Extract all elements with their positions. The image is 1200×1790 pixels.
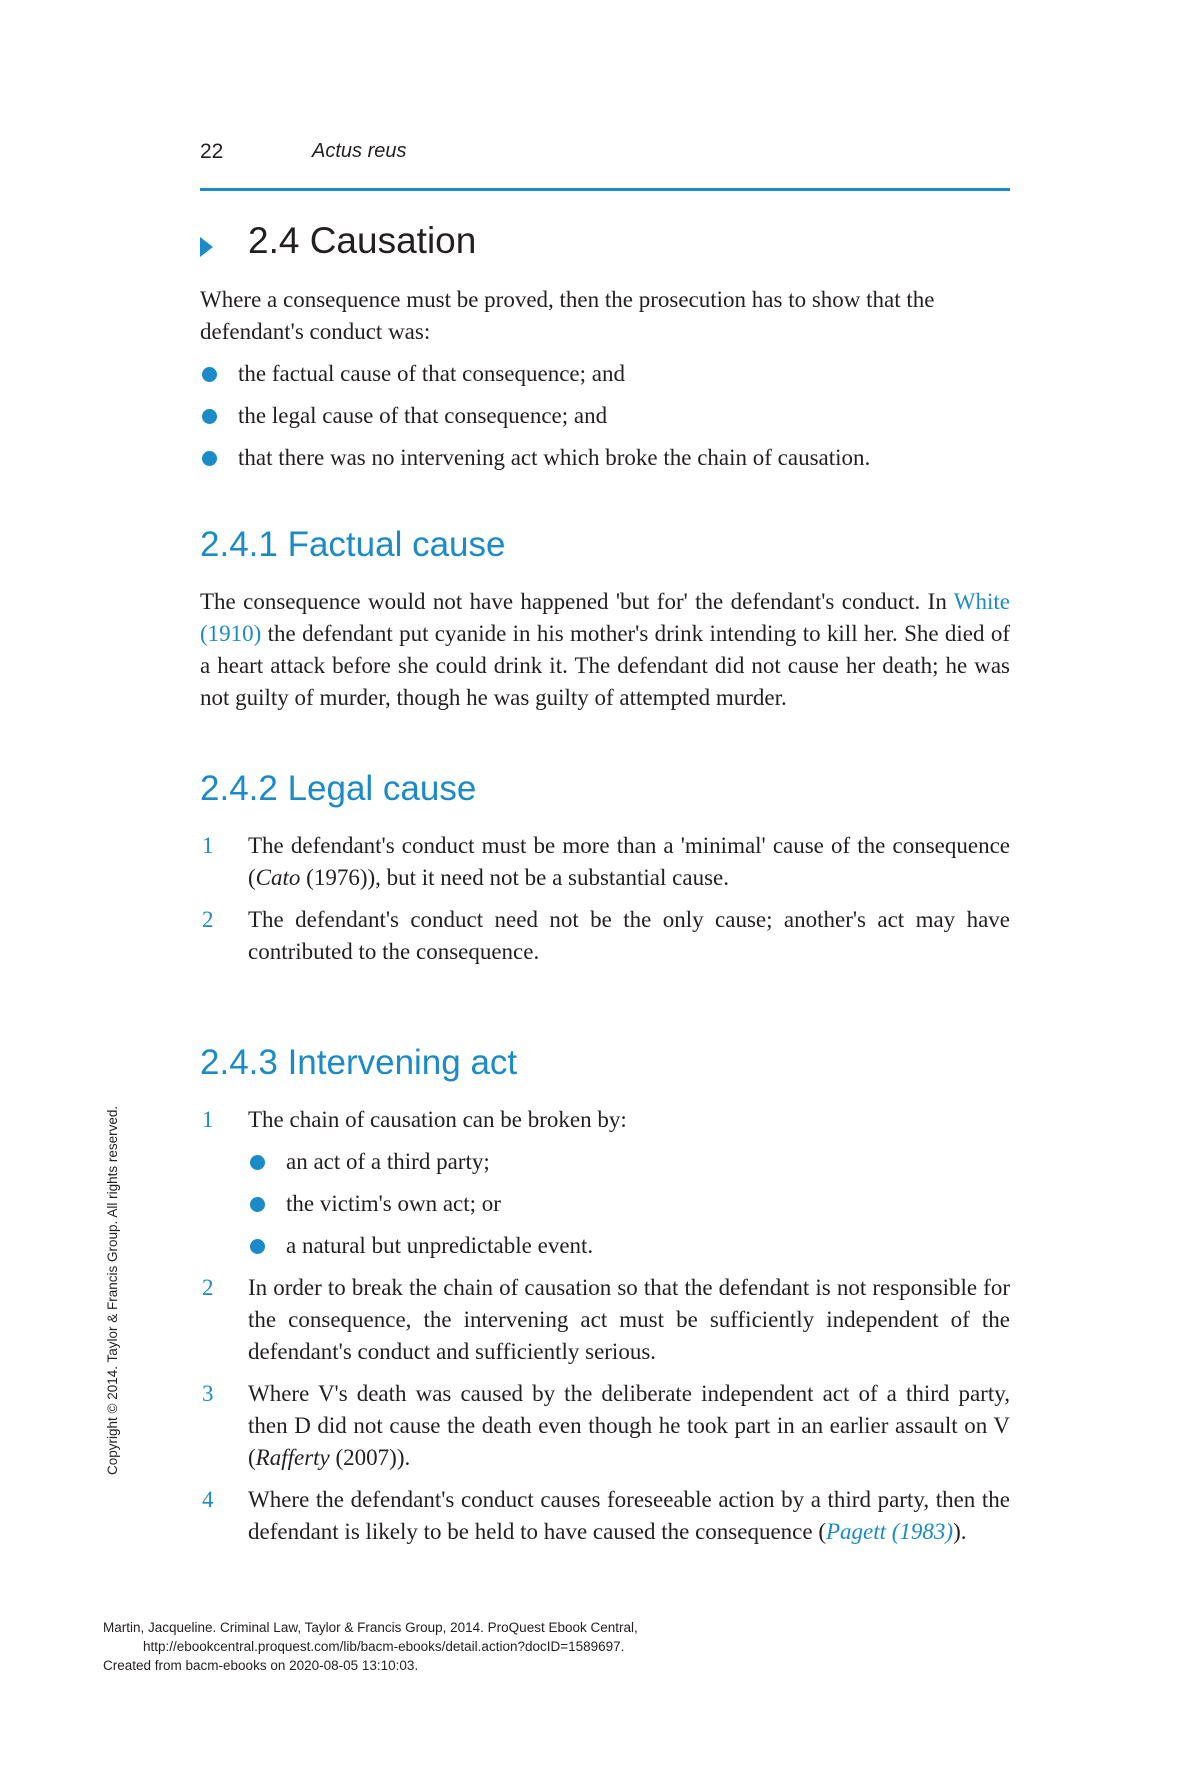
list-item: the legal cause of that consequence; and <box>200 400 1010 432</box>
intervening-act-heading: 2.4.3 Intervening act <box>200 1043 518 1082</box>
running-head <box>200 140 1010 191</box>
case-name: Rafferty <box>255 1445 330 1470</box>
list-item: 2 In order to break the chain of causation so that the defendant is not responsible for the consequence, the intervening act must be sufficiently independent of the defendant's conduct and sufficiently serious. <box>200 1272 1010 1368</box>
list-item: a natural but unpredictable event. <box>248 1230 1010 1262</box>
page-number: 22 <box>200 140 224 163</box>
item-number: 2 <box>202 1275 214 1300</box>
list-item: 2 The defendant's conduct need not be the only cause; another's act may have contributed to the consequence. <box>200 904 1010 968</box>
chain-breakers-list <box>248 1146 1010 1262</box>
legal-cause-heading: 2.4.2 Legal cause <box>200 769 477 808</box>
list-item: the victim's own act; or <box>248 1188 1010 1220</box>
bullet-icon <box>250 1239 265 1254</box>
bullet-icon <box>202 409 217 424</box>
page-content <box>200 220 1010 1558</box>
footer-line: Martin, Jacqueline. Criminal Law, Taylor & Francis Group, 2014. ProQuest Ebook Central, <box>103 1620 638 1635</box>
list-item: 1 The chain of causation can be broken by: an act of a third party; the victim's own act; or a natural but unpredictable event. <box>200 1104 1010 1262</box>
footer-url[interactable]: http://ebookcentral.proquest.com/lib/bacm-ebooks/detail.action?docID=1589697. <box>143 1639 625 1654</box>
item-number: 1 <box>202 1107 214 1132</box>
list-item: an act of a third party; <box>248 1146 1010 1178</box>
footer-line: Created from bacm-ebooks on 2020-08-05 13:10:03. <box>103 1658 419 1673</box>
case-link-white[interactable]: White (1910) <box>200 589 1010 646</box>
intervening-act-list <box>200 1104 1010 1548</box>
bullet-icon <box>202 367 217 382</box>
causation-requirements-list <box>200 358 1010 474</box>
case-link-pagett[interactable]: Pagett (1983) <box>825 1519 954 1544</box>
citation-footer <box>103 1618 638 1675</box>
bullet-icon <box>250 1155 265 1170</box>
section-heading-text: 2.4 Causation <box>248 220 477 261</box>
item-number: 3 <box>202 1381 214 1406</box>
legal-cause-list <box>200 830 1010 968</box>
item-number: 4 <box>202 1487 214 1512</box>
factual-cause-heading: 2.4.1 Factual cause <box>200 525 506 564</box>
list-item: 4 Where the defendant's conduct causes foreseeable action by a third party, then the defendant is likely to be held to have caused the consequence (Pagett (1983)). <box>200 1484 1010 1548</box>
section-intro: Where a consequence must be proved, then the prosecution has to show that the defendant's conduct was: <box>200 287 935 344</box>
section-heading <box>200 220 1010 270</box>
list-item: that there was no intervening act which broke the chain of causation. <box>200 442 1010 474</box>
item-number: 2 <box>202 907 214 932</box>
bullet-icon <box>250 1197 265 1212</box>
factual-cause-paragraph: The consequence would not have happened 'but for' the defendant's conduct. In White (1910) the defendant put cyanide in his mother's drink intending to kill her. She died of a heart attack before she could drink it. The defendant did not cause her death; he was not guilty of murder, though he was guilty of attempted murder. <box>200 589 1010 710</box>
section-marker-icon <box>200 237 213 257</box>
copyright-notice: Copyright © 2014. Taylor & Francis Group. All rights reserved. <box>105 1105 120 1475</box>
list-item: 3 Where V's death was caused by the deliberate independent act of a third party, then D did not cause the death even though he took part in an earlier assault on V (Rafferty (2007)). <box>200 1378 1010 1474</box>
list-item: 1 The defendant's conduct must be more than a 'minimal' cause of the consequence (Cato (1976)), but it need not be a substantial cause. <box>200 830 1010 894</box>
bullet-icon <box>202 451 217 466</box>
item-number: 1 <box>202 833 214 858</box>
list-item: the factual cause of that consequence; and <box>200 358 1010 390</box>
case-name: Cato <box>255 865 301 890</box>
running-head-title: Actus reus <box>312 140 407 162</box>
